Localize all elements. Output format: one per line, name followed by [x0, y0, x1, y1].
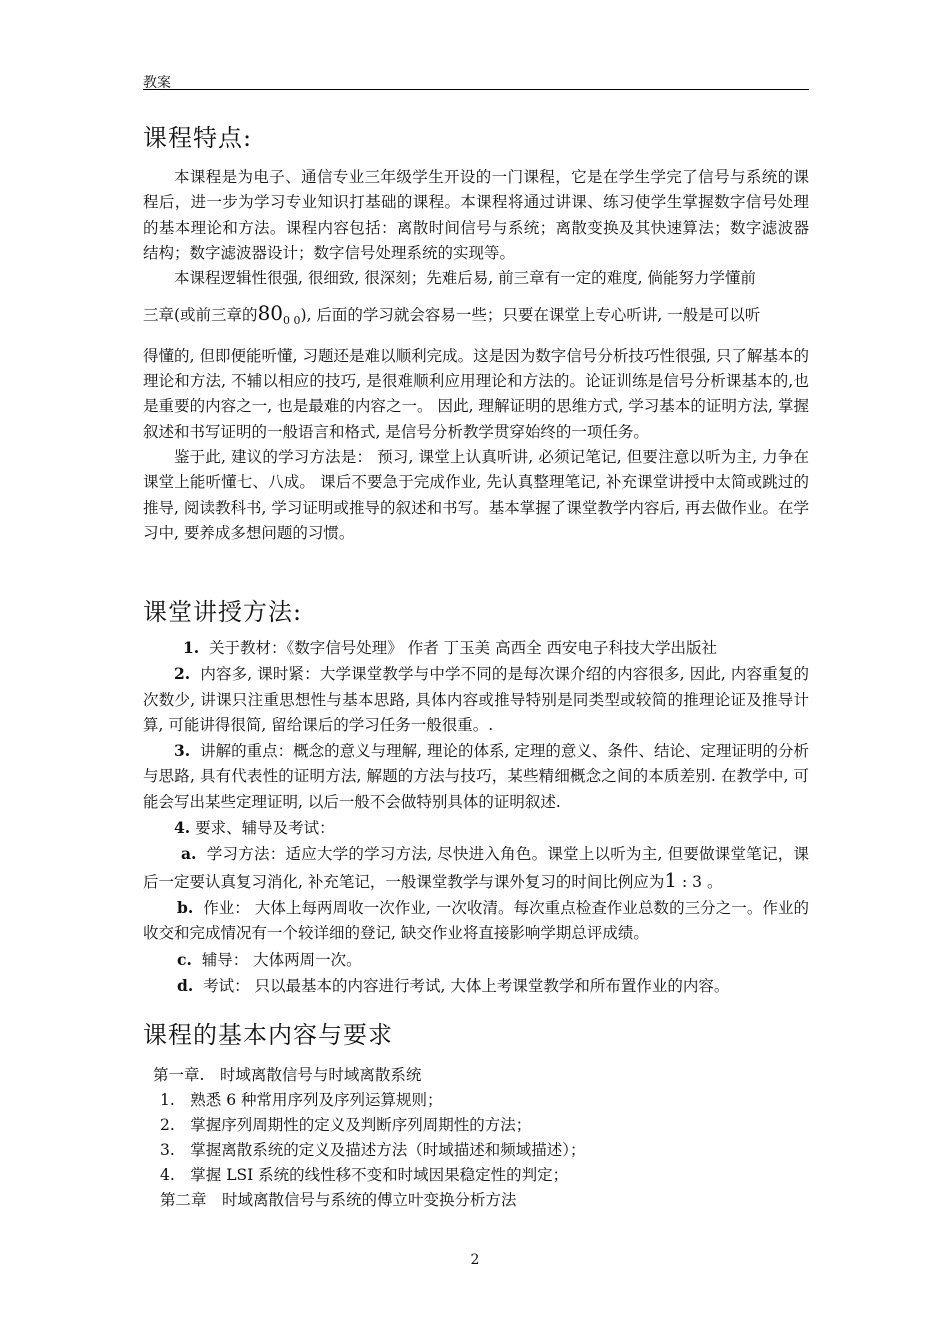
paragraph: 本课程是为电子、通信专业三年级学生开设的一门课程，它是在学生学完了信号与系统的课程后，进一步为学习专业知识打基础的课程。本课程将通过讲课、练习使学生掌握数字信号处理的基本理论和方法。课程内容包括：离散时间信号与系统；离散变换及其快速算法；数字滤波器结构；数字滤波器设计；数字信号处理系统的实现等。 [143, 168, 809, 262]
section-body-teaching-method [143, 635, 809, 999]
fraction-number: 80 [257, 301, 284, 326]
item-text: 辅导： 大体两周一次。 [201, 950, 362, 969]
fraction-subscript: 0 0 [283, 314, 301, 328]
chapter-1-item: 2. 掌握序列周期性的定义及判断序列周期性的方法； [160, 1116, 532, 1134]
item-letter: d. [177, 975, 194, 995]
paragraph-line-with-fraction [143, 301, 809, 333]
item-text: 要求、辅导及考试： [195, 819, 335, 838]
chapter-1-item: 3. 掌握离散系统的定义及描述方法（时域描述和频域描述）； [160, 1141, 586, 1159]
sub-list-item [143, 973, 809, 999]
item-text: 作业： 大体上每两周收一次作业, 一次收清。每次重点检查作业总数的三分之一。作业的收交和完成情况有一个较详细的登记, 缺交作业将直接影响学期总评成绩。 [143, 898, 809, 943]
text-fragment: ), 后面的学习就会容易一些；只要在课堂上专心听讲, 一般是可以听 [300, 306, 761, 325]
item-text: 考试： 只以最基本的内容进行考试, 大体上考课堂教学和所布置作业的内容。 [203, 976, 730, 995]
chapter-2-title: 第二章 时域离散信号与系统的傅立叶变换分析方法 [160, 1191, 517, 1209]
section-title-teaching-method: 课堂讲授方法: [143, 598, 303, 626]
ratio-rest: : 3 。 [682, 872, 723, 891]
item-heading: 内容多, 课时紧： [200, 665, 320, 684]
item-number: 4. [174, 818, 191, 838]
section-title-course-features: 课程特点: [143, 124, 253, 152]
list-item [143, 738, 809, 815]
page-number: 2 [470, 1252, 480, 1268]
paragraph: 鉴于此, 建议的学习方法是： 预习, 课堂上认真听讲, 必须记笔记, 但要注意以听为主, 力争在课堂上能听懂七、八成。 课后不要急于完成作业, 先认真整理笔记, 补充课堂讲授中太简或跳过的推导, 阅读教科书, 学习证明或推导的叙述和书写。基本掌握了课堂教学内容后, 再去做作业。在学习中, 要养成多想问题的习惯。 [143, 448, 809, 542]
item-heading: 讲解的重点： [200, 742, 294, 761]
paragraph: 本课程逻辑性很强, 很细致, 很深刻；先难后易, 前三章有一定的难度, 倘能努力学懂前 [174, 269, 756, 288]
chapter-1-title: 第一章. 时域离散信号与时域离散系统 [153, 1066, 422, 1084]
item-letter: b. [177, 897, 194, 917]
page-header-label: 教案 [143, 75, 171, 91]
item-text: 关于教材：《数字信号处理》 作者 丁玉美 高西全 西安电子科技大学出版社 [209, 639, 718, 657]
sub-list-item [143, 947, 809, 973]
section-title-course-content: 课程的基本内容与要求 [143, 1021, 393, 1049]
text-fragment: 三章(或前三章的 [143, 306, 258, 325]
item-letter: c. [177, 949, 192, 969]
paragraph: 得懂的, 但即便能听懂, 习题还是难以顺利完成。这是因为数字信号分析技巧性很强, 只了解基本的理论和方法, 不辅以相应的技巧, 是很难顺利应用理论和方法的。论证训练是信号分析课基本的,也是重要的内容之一, 也是最难的内容之一。 因此, 理解证明的思维方式, 学习基本的证明方法, 掌握叙述和书写证明的一般语言和格式, 是信号分析教学贯穿始终的一项任务。 [143, 346, 809, 441]
page-header-rule [143, 89, 809, 90]
list-item [143, 635, 809, 661]
item-number: 2. [174, 664, 191, 684]
item-text: 概念的意义与理解, 理论的体系, 定理的意义、条件、结论、定理证明的分析与思路, 具有代表性的证明方法, 解题的方法与技巧，某些精细概念之间的本质差别. 在教学中, 可能会写出某些定理证明, 以后一般不会做特别具体的证明叙述. [143, 742, 809, 811]
sub-list-item [143, 841, 809, 895]
ratio-number: 1 [664, 867, 678, 892]
chapter-1-item: 4. 掌握 LSI 系统的线性移不变和时域因果稳定性的判定； [160, 1166, 569, 1184]
list-item [143, 661, 809, 738]
chapter-1-item: 1. 熟悉 6 种常用序列及序列运算规则； [160, 1091, 443, 1109]
sub-list-item [143, 895, 809, 947]
item-number: 1. [183, 638, 200, 657]
item-number: 3. [174, 741, 191, 761]
section-body-course-features [143, 165, 809, 546]
item-letter: a. [181, 844, 197, 864]
item-text: 学习方法：适应大学的学习方法, 尽快进入角色。课堂上以听为主, 但要做课堂笔记，课后一定要认真复习消化, 补充笔记，一般课堂教学与课外复习的时间比例应为 [143, 845, 809, 891]
item-text: 大学课堂教学与中学不同的是每次课介绍的内容很多, 因此, 内容重复的次数少, 讲课只注重思想性与基本思路, 具体内容或推导特别是同类型或较简的推理论证及推导计算, 可能讲得很简, 留给课后的学习任务一般很重。. [143, 665, 809, 734]
list-item [143, 815, 809, 841]
